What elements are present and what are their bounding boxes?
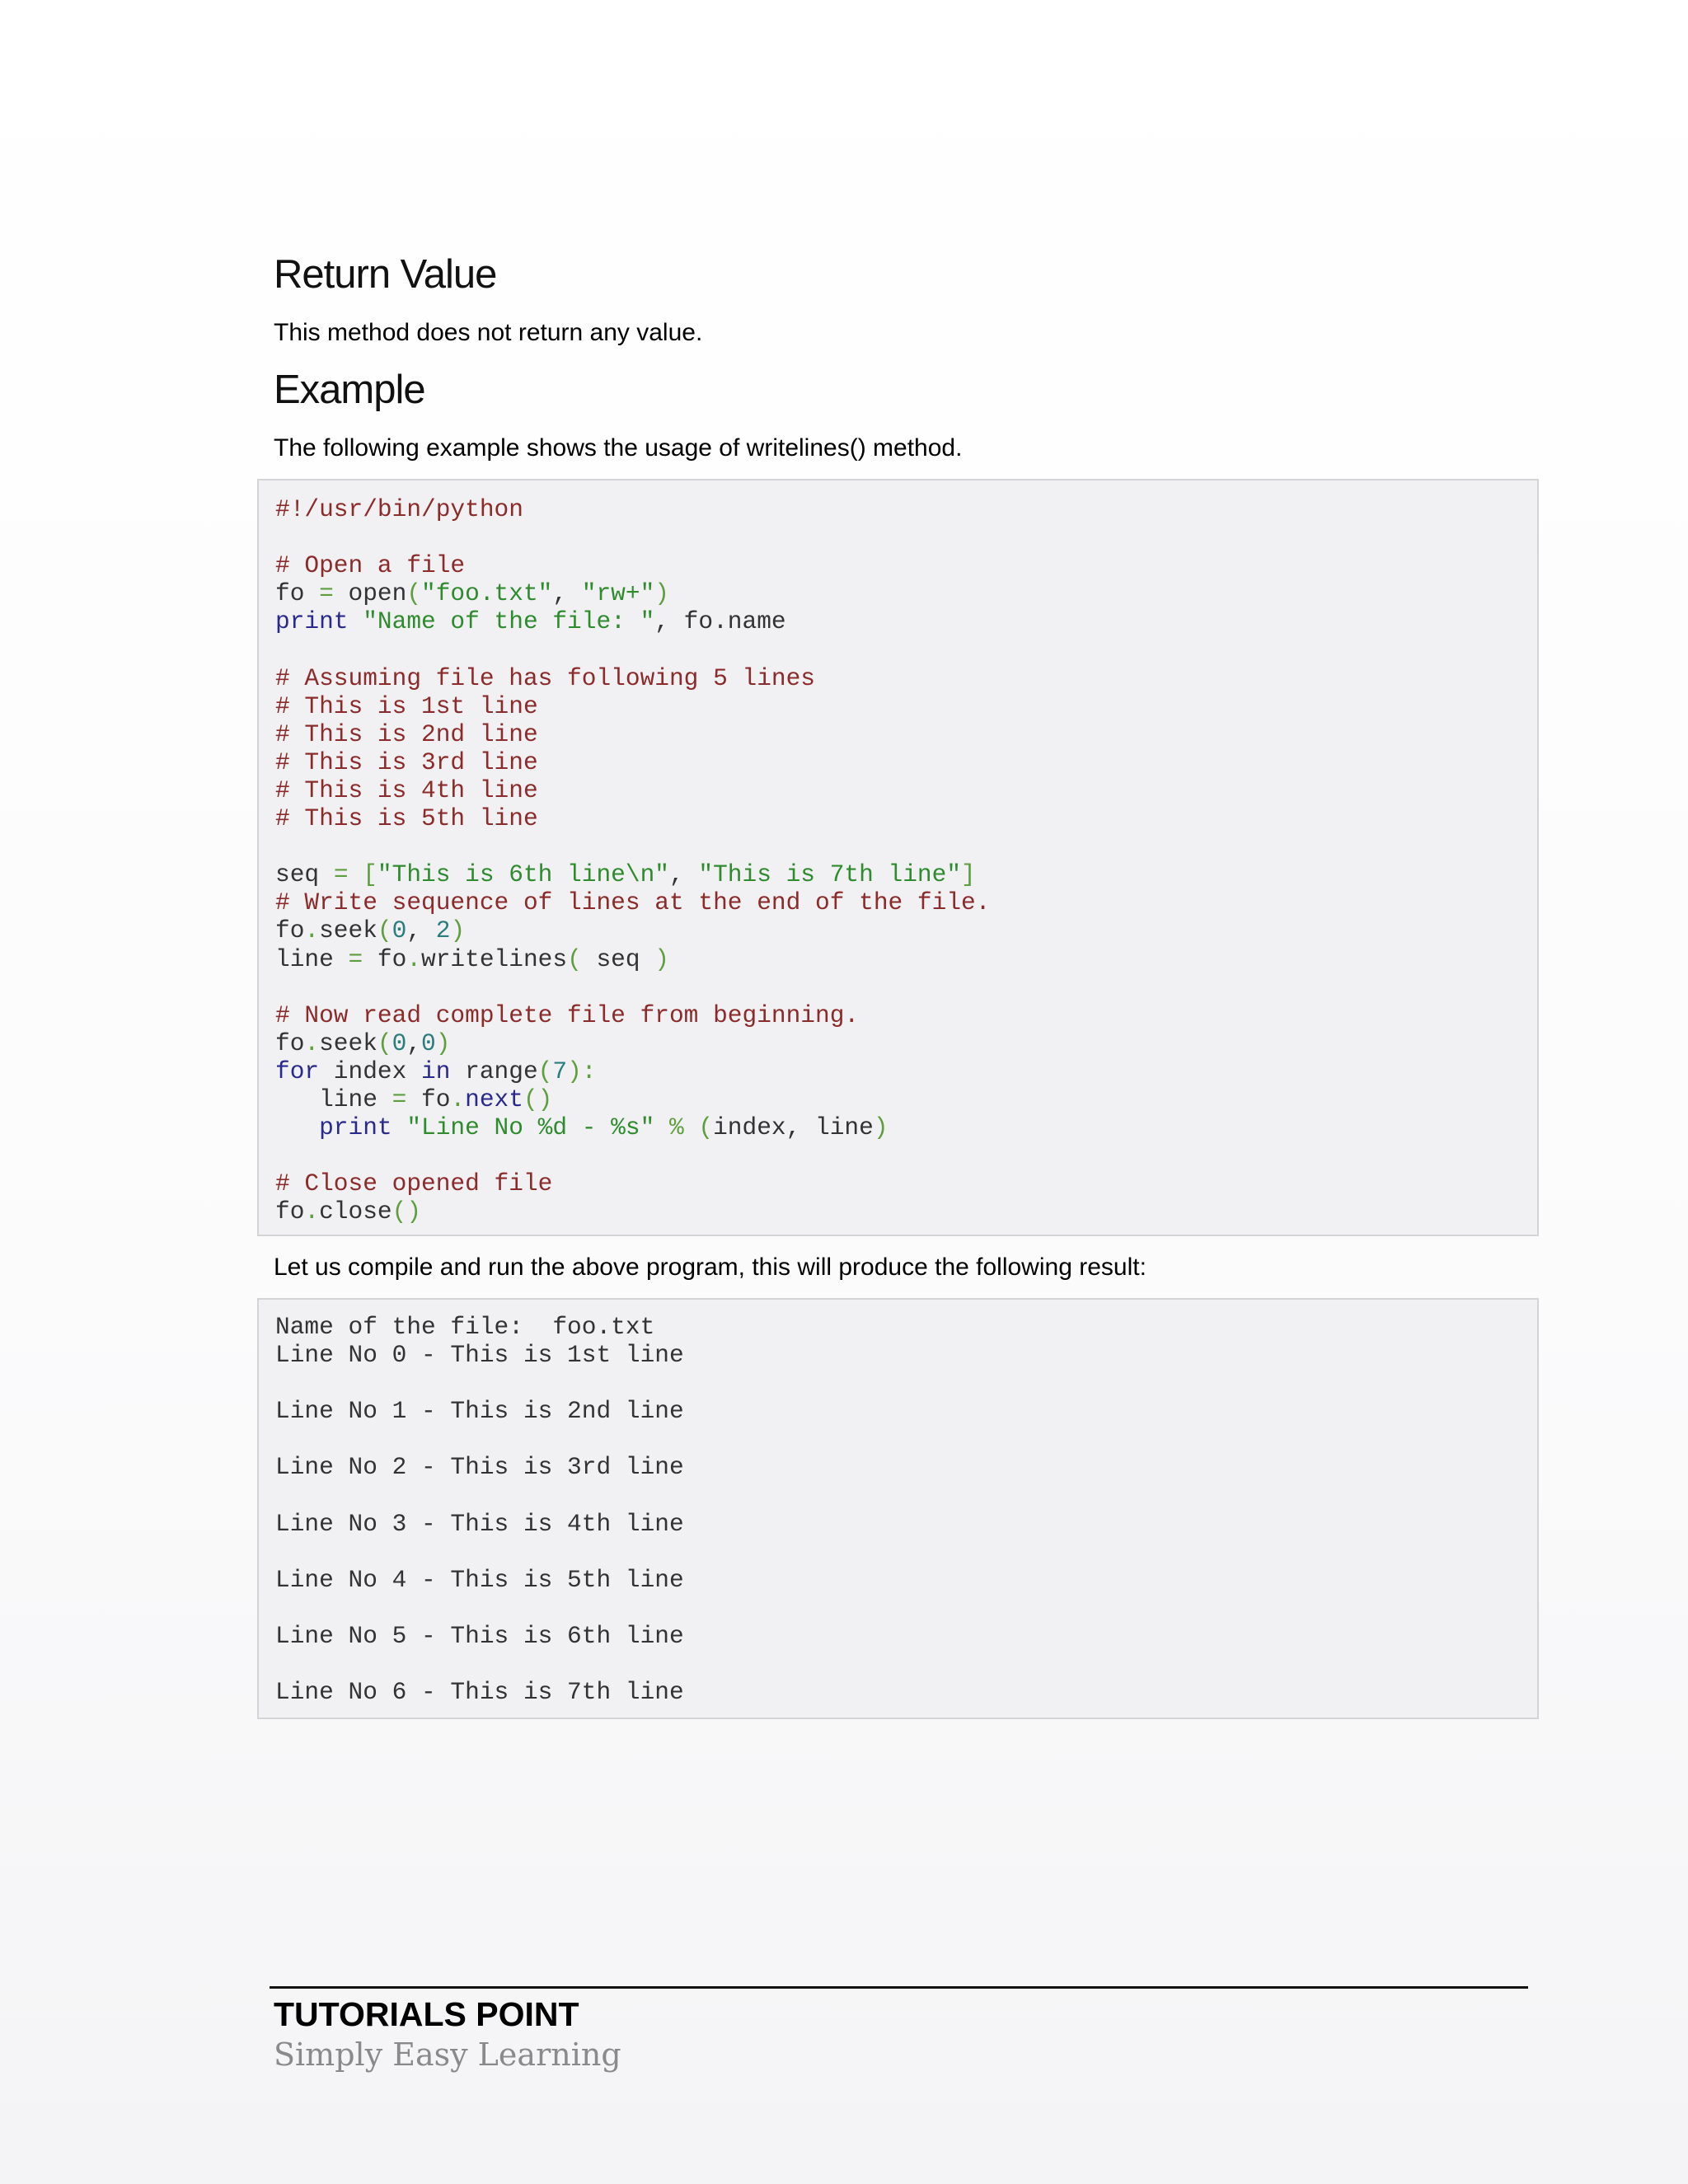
code-token: 0 <box>392 916 407 945</box>
code-token: () <box>392 1197 422 1226</box>
example-heading: Example <box>274 368 425 412</box>
output-line <box>275 1369 684 1397</box>
code-token: ( <box>567 944 582 973</box>
code-token: # This is 5th line <box>275 804 538 833</box>
output-line <box>275 1538 684 1566</box>
code-line <box>275 607 990 635</box>
code-token: close <box>319 1197 392 1226</box>
code-token: 7 <box>552 1057 568 1085</box>
code-token <box>392 1113 407 1141</box>
code-token: index <box>319 1057 422 1085</box>
code-token: # This is 1st line <box>275 691 538 720</box>
code-token <box>275 1113 319 1141</box>
result-intro-text: Let us compile and run the above program, this will produce the following result: <box>274 1254 1146 1281</box>
code-token: seek <box>319 916 377 945</box>
code-token: ] <box>961 860 976 889</box>
code-token: # Now read complete file from beginning. <box>275 1001 860 1029</box>
code-block <box>257 479 1539 1236</box>
output-line <box>275 1650 684 1678</box>
footer-tagline: Simply Easy Learning <box>274 2036 621 2073</box>
code-token: fo <box>406 1085 451 1113</box>
code-token: "Line No %d - %s" <box>406 1113 655 1142</box>
code-token: ( <box>377 916 392 945</box>
code-token: in <box>421 1057 451 1085</box>
output-line: Line No 6 - This is 7th line <box>275 1678 684 1707</box>
code-token: for <box>275 1057 320 1085</box>
code-line <box>275 1085 990 1113</box>
code-token: ( <box>698 1113 714 1142</box>
code-line <box>275 776 990 804</box>
output-line <box>275 1482 684 1510</box>
output-line: Line No 0 - This is 1st line <box>275 1341 684 1370</box>
code-token <box>684 1113 699 1141</box>
code-token: writelines <box>421 944 568 973</box>
code-listing <box>275 495 990 1226</box>
output-line: Line No 4 - This is 5th line <box>275 1565 684 1594</box>
code-line <box>275 692 990 720</box>
code-token: () <box>523 1085 553 1113</box>
code-token: , fo.name <box>654 607 786 636</box>
code-line <box>275 916 990 944</box>
code-token: # This is 2nd line <box>275 719 538 748</box>
output-line <box>275 1594 684 1622</box>
code-token: # Close opened file <box>275 1169 553 1198</box>
code-line <box>275 579 990 607</box>
code-token: fo <box>275 1029 305 1057</box>
code-line <box>275 973 990 1001</box>
code-line <box>275 804 990 832</box>
code-token: # This is 3rd line <box>275 748 538 776</box>
code-line <box>275 495 990 523</box>
code-line <box>275 720 990 748</box>
code-token: print <box>275 607 349 636</box>
code-token: , <box>552 579 582 608</box>
code-line <box>275 860 990 888</box>
code-token: ( <box>406 579 422 608</box>
code-token <box>349 860 363 888</box>
footer-divider <box>270 1986 1528 1989</box>
code-line <box>275 1029 990 1057</box>
code-line <box>275 551 990 579</box>
code-token: 2 <box>435 916 451 945</box>
code-token: seq <box>275 860 334 889</box>
code-token: 0 <box>392 1029 407 1057</box>
output-listing <box>275 1313 684 1706</box>
code-token: print <box>319 1113 392 1142</box>
example-intro-text: The following example shows the usage of writelines() method. <box>274 434 963 462</box>
code-token: ) <box>873 1113 889 1142</box>
output-line: Name of the file: foo.txt <box>275 1313 655 1341</box>
footer-brand: TUTORIALS POINT <box>274 1995 579 2033</box>
code-token: ( <box>377 1029 392 1057</box>
code-token: seek <box>319 1029 377 1057</box>
code-line <box>275 1141 990 1169</box>
code-token: seq <box>581 944 655 973</box>
code-line <box>275 664 990 692</box>
code-token: , <box>668 860 699 889</box>
code-token: "rw+" <box>581 579 655 608</box>
code-line <box>275 748 990 776</box>
code-token: = <box>319 579 334 608</box>
code-token: = <box>333 860 349 889</box>
code-token: ) <box>435 1029 451 1057</box>
code-token: ) <box>654 944 669 973</box>
output-line <box>275 1425 684 1453</box>
code-token: # Write sequence of lines at the end of the file. <box>275 888 991 917</box>
code-token: fo <box>363 944 407 973</box>
output-line: Line No 3 - This is 4th line <box>275 1509 684 1538</box>
code-token: , <box>406 1029 422 1057</box>
code-token: [ <box>363 860 377 889</box>
output-line: Line No 5 - This is 6th line <box>275 1622 684 1651</box>
code-line <box>275 635 990 663</box>
code-line <box>275 1113 990 1141</box>
code-token: fo <box>275 1197 305 1226</box>
code-token: "Name of the file: " <box>363 607 655 636</box>
code-token: , <box>406 916 436 945</box>
code-line <box>275 1057 990 1085</box>
code-token <box>654 1113 669 1141</box>
code-token: % <box>668 1113 684 1142</box>
code-line <box>275 1001 990 1029</box>
code-token: ) <box>654 579 669 608</box>
code-token: = <box>392 1085 407 1113</box>
code-line <box>275 945 990 973</box>
code-token: fo <box>275 916 305 945</box>
code-token: ) <box>450 916 466 945</box>
output-block <box>257 1298 1539 1719</box>
output-line: Line No 1 - This is 2nd line <box>275 1397 684 1426</box>
code-token: = <box>348 944 363 973</box>
code-token: # This is 4th line <box>275 776 538 804</box>
code-token: open <box>333 579 407 608</box>
code-token: #!/usr/bin/python <box>275 495 523 523</box>
code-line <box>275 888 990 916</box>
code-token: "This is 6th line\n" <box>377 860 669 889</box>
code-token: ): <box>567 1057 597 1085</box>
code-line <box>275 832 990 860</box>
code-token: index, line <box>713 1113 874 1142</box>
code-token <box>349 607 363 635</box>
code-token: . <box>304 1029 320 1057</box>
code-line <box>275 1169 990 1197</box>
code-token: . <box>450 1085 466 1113</box>
code-line <box>275 523 990 551</box>
output-line: Line No 2 - This is 3rd line <box>275 1453 684 1482</box>
code-token: fo <box>275 579 320 608</box>
code-token: 0 <box>421 1029 436 1057</box>
code-token: range <box>450 1057 538 1085</box>
return-value-text: This method does not return any value. <box>274 319 703 346</box>
code-token: # Assuming file has following 5 lines <box>275 663 816 692</box>
code-token: line <box>275 944 349 973</box>
code-token: # Open a file <box>275 551 466 580</box>
code-token: "foo.txt" <box>421 579 553 608</box>
code-token: . <box>304 916 320 945</box>
code-token: "This is 7th line" <box>698 860 962 889</box>
code-token: line <box>275 1085 392 1113</box>
code-token: . <box>304 1197 320 1226</box>
code-token: ( <box>537 1057 553 1085</box>
return-value-heading: Return Value <box>274 252 497 297</box>
code-line <box>275 1197 990 1226</box>
code-token: next <box>465 1085 523 1113</box>
code-token: . <box>406 944 422 973</box>
